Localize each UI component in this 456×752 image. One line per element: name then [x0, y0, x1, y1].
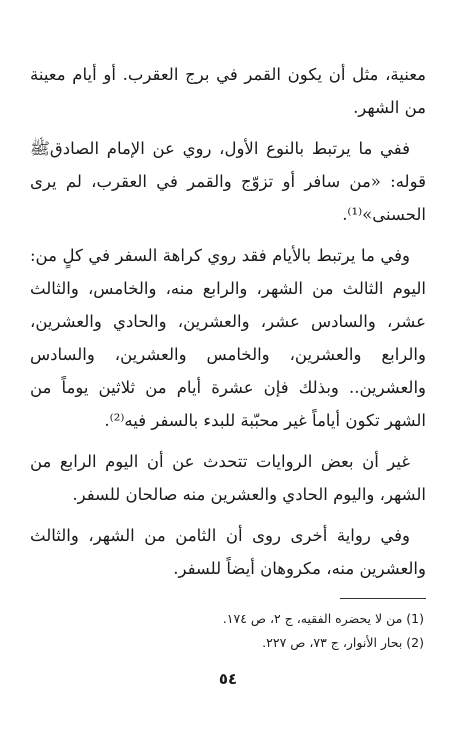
footnote-1: (1) من لا يحضره الفقيه، ج ٢، ص ١٧٤.: [222, 611, 424, 626]
footnote-divider: [340, 598, 426, 599]
page-body: [30, 58, 426, 593]
paragraph-good-days: غير أن بعض الروايات تتحدث عن أن اليوم الرابع من الشهر، واليوم الحادي والعشرين منه صالحان للسفر.: [30, 452, 426, 504]
paragraph-continuation: معنية، مثل أن يكون القمر في برج العقرب. أو أيام معينة من الشهر.: [30, 65, 426, 117]
page-number: ٥٤: [218, 670, 238, 688]
paragraph-other-narration: وفي رواية أخرى روى أن الثامن من الشهر، والثالث والعشرين منه، مكروهان أيضاً للسفر.: [30, 526, 426, 578]
footnote-2: (2) بحار الأنوار، ج ٧٣، ص ٢٢٧.: [262, 635, 424, 650]
paragraph-days: وفي ما يرتبط بالأيام فقد روي كراهة السفر في كلٍ من: اليوم الثالث من الشهر، والرابع منه، والخامس، والثالث عشر، والسادس عشر، والعشرين، والحادي والعشرين، والرابع والعشرين، والخامس والعشرين، والسادس والعشرين.. وبذلك فإن عشرة أيام من ثلاثين يوماً من الشهر تكون أياماً غير محبّبة للبدء بالسفر فيه⁽²⁾.: [30, 246, 426, 430]
footnotes-section: [30, 598, 426, 655]
paragraph-first-type: ففي ما يرتبط بالنوع الأول، روي عن الإمام الصادقﷺ قوله: «من سافر أو تزوّج والقمر في العقرب، لم يرى الحسنى»⁽¹⁾.: [30, 139, 426, 224]
